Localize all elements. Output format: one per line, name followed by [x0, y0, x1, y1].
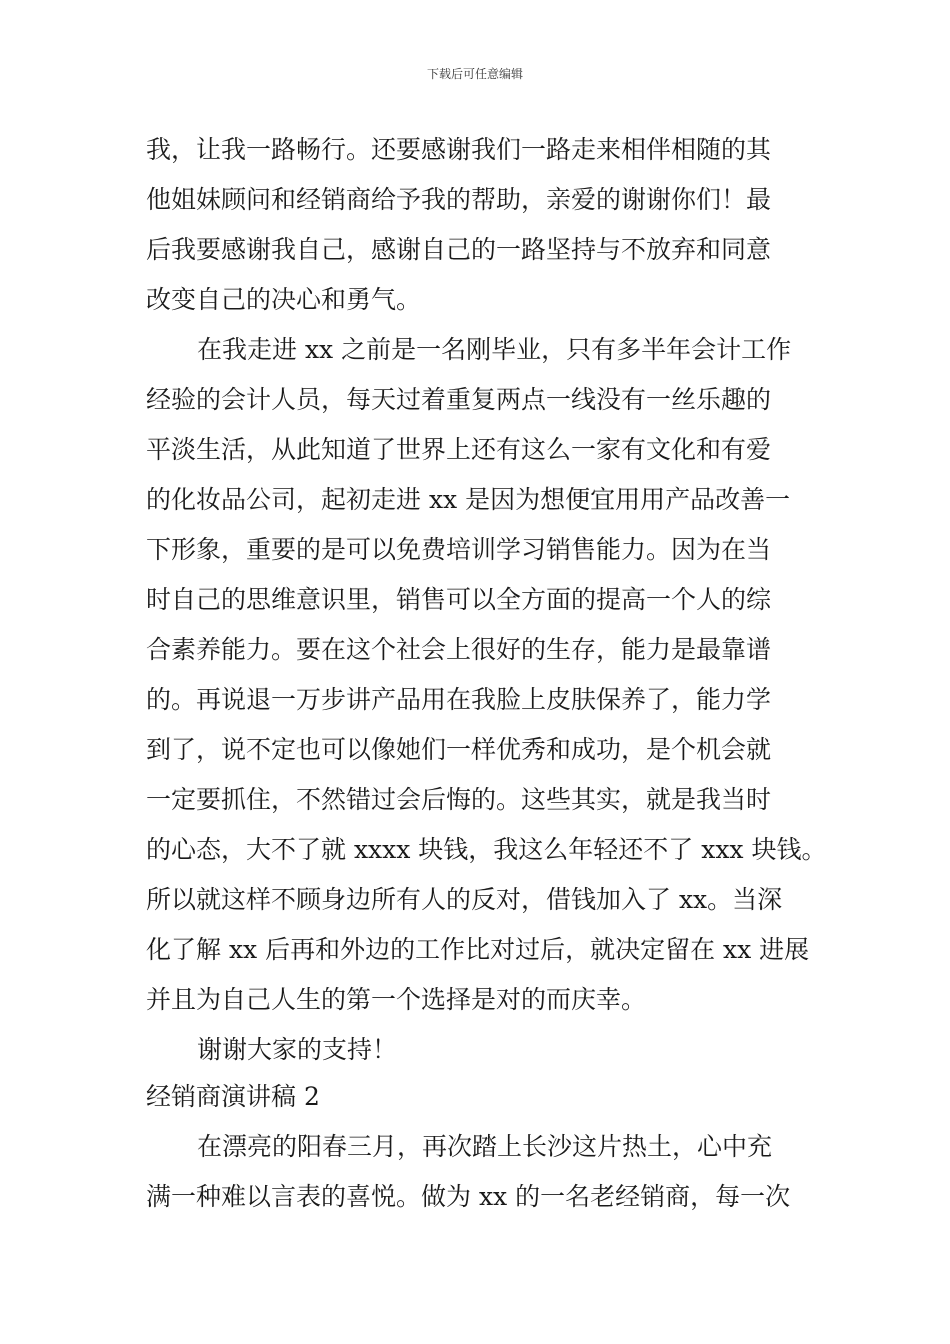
text-line: 谢谢大家的支持！: [197, 1035, 398, 1064]
text-line: 合素养能力。要在这个社会上很好的生存，能力是最靠谱: [146, 635, 772, 664]
text-line: 的心态，大不了就 xxxx 块钱，我这么年轻还不了 xxx 块钱。: [146, 835, 827, 864]
text-line: 在漂亮的阳春三月，再次踏上长沙这片热土，心中充: [197, 1132, 773, 1161]
text-line: 化了解 xx 后再和外边的工作比对过后，就决定留在 xx 进展: [146, 935, 810, 964]
text-line: 的化妆品公司，起初走进 xx 是因为想便宜用用产品改善一: [146, 485, 791, 514]
text-line: 经验的会计人员，每天过着重复两点一线没有一丝乐趣的: [146, 385, 772, 414]
text-line: 一定要抓住，不然错过会后悔的。这些其实，就是我当时: [146, 785, 772, 814]
text-line: 的。再说退一万步讲产品用在我脸上皮肤保养了，能力学: [146, 685, 772, 714]
text-line: 他姐妹顾问和经销商给予我的帮助，亲爱的谢谢你们！最: [146, 185, 772, 214]
text-line: 满一种难以言表的喜悦。做为 xx 的一名老经销商，每一次: [146, 1182, 791, 1211]
section-heading: 经销商演讲稿 2: [146, 1082, 320, 1111]
text-line: 到了，说不定也可以像她们一样优秀和成功，是个机会就: [146, 735, 772, 764]
text-line: 下形象，重要的是可以免费培训学习销售能力。因为在当: [146, 535, 772, 564]
text-line: 在我走进 xx 之前是一名刚毕业，只有多半年会计工作: [197, 335, 792, 364]
text-line: 所以就这样不顾身边所有人的反对，借钱加入了 xx。当深: [146, 885, 783, 914]
text-line: 后我要感谢我自己，感谢自己的一路坚持与不放弃和同意: [146, 235, 772, 264]
text-line: 平淡生活，从此知道了世界上还有这么一家有文化和有爱: [146, 435, 772, 464]
page-header: 下载后可任意编辑: [426, 67, 523, 81]
text-line: 时自己的思维意识里，销售可以全方面的提高一个人的综: [146, 585, 772, 614]
text-line: 并且为自己人生的第一个选择是对的而庆幸。: [146, 985, 647, 1014]
text-line: 我，让我一路畅行。还要感谢我们一路走来相伴相随的其: [146, 135, 772, 164]
text-line: 改变自己的决心和勇气。: [146, 285, 422, 314]
